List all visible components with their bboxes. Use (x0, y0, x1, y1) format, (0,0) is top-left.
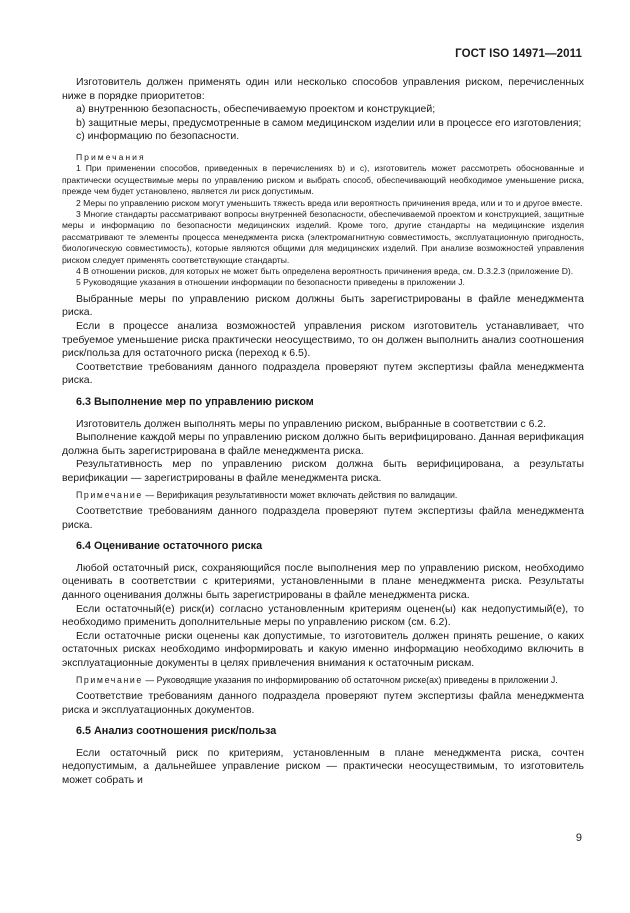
note-label: Примечание (76, 489, 143, 500)
list-item-c: c) информацию по безопасности. (76, 130, 240, 143)
paragraph: Если остаточный риск по критериям, установленным в плане менеджмента риска, сочтен недопустимым, а дальнейшее управление риском — практически неосуществимым, то изготовитель может собрать и (62, 746, 584, 787)
page-number: 9 (575, 832, 582, 844)
paragraph: Изготовитель должен выполнять меры по управлению риском, выбранные в соответствии с 6.2. (76, 417, 547, 430)
note-text: — Руководящие указания по информированию об остаточном риске(ах) приведены в приложении J. (142, 674, 558, 685)
paragraph: Если остаточные риски оценены как допустимые, то изготовитель должен принять решение, о каких остаточных рисках необходимо информировать и какую именно информацию необходимо включить в эксплуатационные документы в целях привлечения внимания к остаточным рискам. (62, 629, 584, 669)
note-1: 1 При применении способов, приведенных в перечислениях b) и c), изготовитель может рассмотреть обоснованные и практически осуществимые меры по управлению риском и выбрать способ, обеспечивающий необходимое уменьшение риска, прежде чем будет установлено, является ли риск допустимым. (62, 163, 584, 197)
list-item-b: b) защитные меры, предусмотренные в самом медицинском изделии или в процессе его изготовления; (76, 116, 582, 129)
document-header: ГОСТ ISO 14971—2011 (455, 48, 582, 60)
paragraph: Соответствие требованиям данного подраздела проверяют путем экспертизы файла менеджмента риска. (62, 505, 584, 531)
section-heading-6-5: 6.5 Анализ соотношения риск/польза (76, 725, 277, 738)
paragraph: Выполнение каждой меры по управлению риском должно быть верифицировано. Данная верификация должна быть зарегистрирована в файле менеджмента риска. (62, 431, 584, 457)
note-4: 4 В отношении рисков, для которых не может быть определена вероятность причинения вреда, см. D.3.2.3 (приложение D). (76, 266, 574, 277)
paragraph: Любой остаточный риск, сохраняющийся после выполнения мер по управлению риском, необходимо оценивать в соответствии с критериями, установленными в плане менеджмента риска. Результаты данного оценивания должны быть зарегистрированы в файле менеджмента риска. (62, 561, 584, 602)
paragraph: Соответствие требованиям данного подраздела проверяют путем экспертизы файла менеджмента риска и эксплуатационных документов. (62, 690, 584, 716)
paragraph: Если остаточный(е) риск(и) согласно установленным критериям оценен(ы) как недопустимый(е), то необходимо применить дополнительные меры по управлению риском (см. 6.2). (62, 602, 584, 629)
section-heading-6-3: 6.3 Выполнение мер по управлению риском (76, 396, 314, 408)
paragraph: Результативность мер по управлению риском должна быть верифицирована, а результаты верификации — зарегистрированы в файле менеджмента риска. (62, 458, 584, 484)
paragraph: Если в процессе анализа возможностей управления риском изготовитель устанавливает, что требуемое уменьшение риска практически неосуществимо, то он должен выполнить анализ соотношения риск/польза для остаточного риска (переход к 6.5). (62, 320, 584, 360)
note-text: — Верификация результативности может включать действия по валидации. (142, 489, 458, 500)
note-6-3 (62, 490, 584, 502)
notes-title: Примечания (76, 151, 146, 162)
section-heading-6-4: 6.4 Оценивание остаточного риска (76, 540, 263, 553)
paragraph: Соответствие требованиям данного подраздела проверяют путем экспертизы файла менеджмента риска. (62, 360, 584, 387)
note-label: Примечание (76, 674, 143, 685)
note-6-4 (62, 675, 584, 687)
note-5: 5 Руководящие указания в отношении информации по безопасности приведены в приложении J. (76, 277, 465, 288)
notes-block (62, 152, 584, 289)
list-item-a: a) внутреннюю безопасность, обеспечиваемую проектом и конструкцией; (76, 103, 436, 116)
note-3: 3 Многие стандарты рассматривают вопросы внутренней безопасности, обеспечиваемой проектом и конструкцией, защитные меры и информацию по безопасности медицинских изделий. Кроме того, другие стандарты на медицинские изделия рассматривают те элементы процесса менеджмента риска (электромагнитную совместимость, эксплуатационную пригодность, биологическую совместимость), которые являются общими для медицинских изделий. При анализе возможностей управления риском следует применять соответствующие стандарты. (62, 209, 584, 265)
note-2: 2 Меры по управлению риском могут уменьшить тяжесть вреда или вероятность причинения вреда, или и то и другое вместе. (76, 197, 583, 208)
document-body (62, 76, 584, 788)
paragraph: Выбранные меры по управлению риском должны быть зарегистрированы в файле менеджмента риска. (62, 292, 584, 319)
paragraph: Изготовитель должен применять один или несколько способов управления риском, перечисленных ниже в порядке приоритетов: (62, 76, 584, 102)
